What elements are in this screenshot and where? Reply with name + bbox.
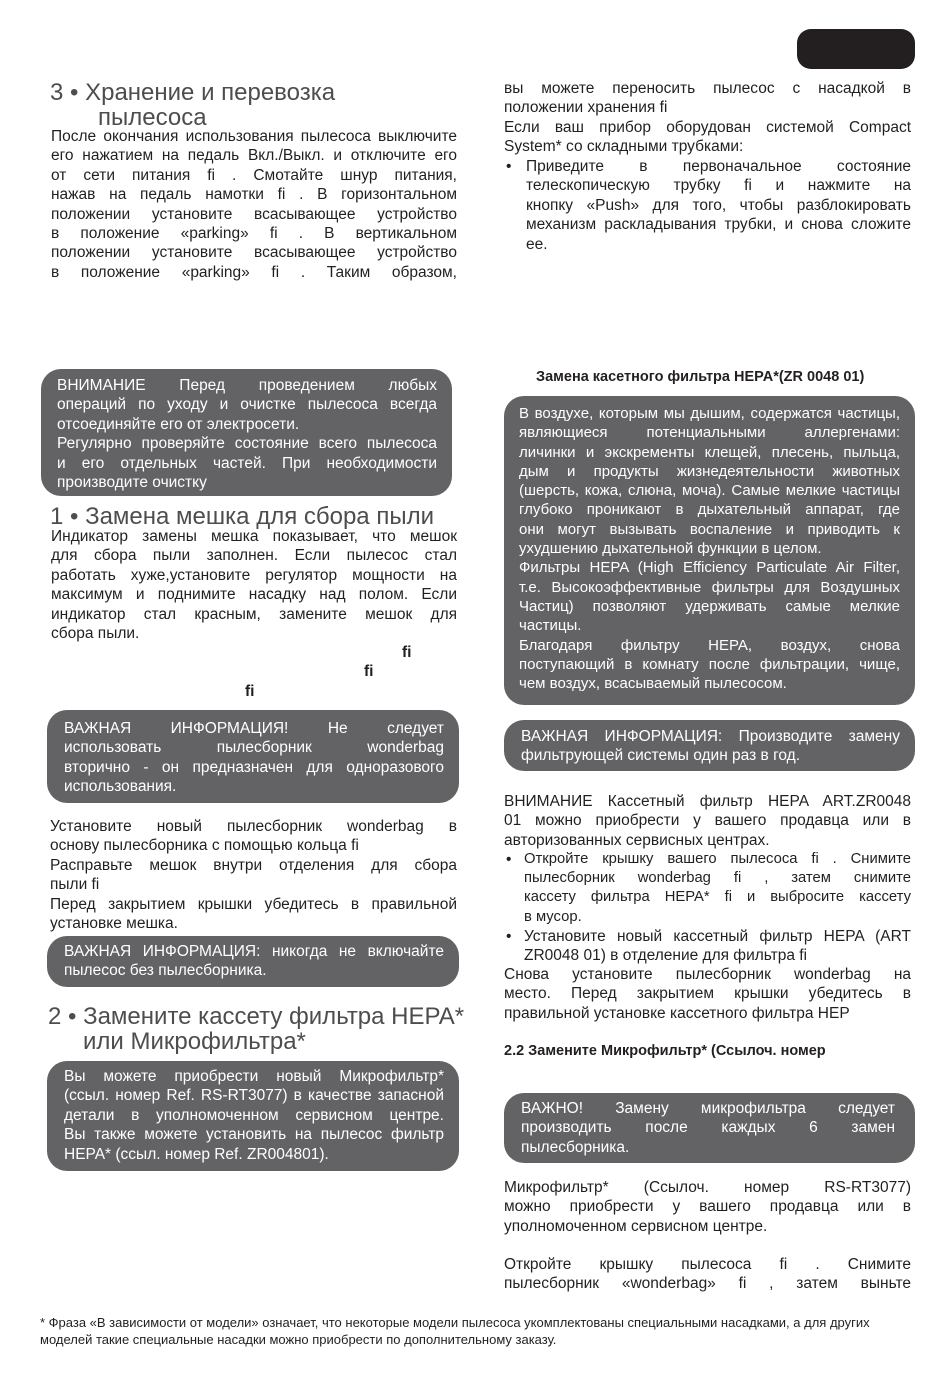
bullet-item [524, 927, 911, 966]
microfilter-text [504, 1178, 911, 1236]
figure-ref: ﬁ [245, 683, 255, 700]
text-line: пылесос без пылесборника. [64, 962, 267, 980]
text-line: Если ваш прибор оборудован системой Compact [504, 118, 911, 136]
text-line: пылесборника. [521, 1138, 630, 1156]
text-line: Снова установите пылесборник wonderbag на [504, 966, 911, 983]
text-line: операций по уходу и очистке пылесоса всегда [57, 396, 437, 414]
bullet-item [524, 850, 911, 927]
text-line: можно приобрести у вашего продавца или в [504, 1198, 911, 1216]
text-line: Микрофильтр* (Ссылоч. номер RS-RT3077) [504, 1179, 911, 1196]
text-line: ухудшению дыхательной функции в целом. [519, 540, 822, 558]
warning-box [41, 369, 452, 496]
text-line: механизм раскладывания трубки, и снова сложите [526, 216, 911, 234]
text-line: частицы. [519, 617, 582, 635]
text-line: уполномоченном сервисном центре. [504, 1217, 768, 1235]
text-line: ее. [526, 235, 548, 253]
text-line: использования. [64, 778, 177, 796]
hepa-info-box [504, 396, 915, 705]
text-line: индикатор стал красным, замените мешок для [51, 605, 457, 623]
text-line: Установите новый пылесборник wonderbag в [50, 818, 457, 835]
text-line: HEPA* (ссыл. номер Ref. ZR004801). [64, 1145, 329, 1163]
microfilter-heading: 2.2 Замените Микрофильтр* (Ссылоч. номер [504, 1043, 826, 1059]
text-line: в положение «parking» ﬁ . Таким образом, [51, 263, 457, 281]
text-line: положении установите всасывающее устройство [51, 205, 457, 223]
text-line: ZR0048 01) в отделение для фильтра ﬁ [524, 947, 808, 965]
text-line: ВАЖНАЯ ИНФОРМАЦИЯ: Производите замену [521, 728, 900, 745]
text-line: пылесборник wonderbag ﬁ , затем снимите [524, 870, 911, 887]
text-line: Фильтры HEPA (High Efficiency Particulate Air Filter, [519, 559, 900, 577]
text-line: Перед закрытием крышки убедитесь в правильной [50, 895, 457, 913]
bullet-marker: • [506, 928, 512, 945]
text-line: телескопическую трубку ﬁ и нажмите на [526, 177, 911, 195]
bullet-item [526, 157, 911, 254]
language-tab [797, 29, 915, 69]
text-line: т.е. Высокоэффективные фильтры для Воздушных [519, 578, 900, 596]
bullet-marker: • [506, 851, 512, 868]
text-line: чем воздух, всасываемый пылесосом. [519, 675, 787, 693]
important-info-box [47, 710, 459, 803]
text-line: пыли ﬁ [50, 876, 100, 894]
text-line: в положение «parking» ﬁ . В вертикальном [51, 225, 457, 243]
text-line: После окончания использования пылесоса выключите [51, 128, 457, 145]
text-line: Вы также можете установить на пылесос фильтр [64, 1126, 444, 1144]
attention-text [504, 792, 911, 850]
text-line: ВНИМАНИЕ Кассетный фильтр HEPA ART.ZR0048 [504, 793, 911, 810]
text-line: являющиеся потенциальными аллергенами: [519, 424, 900, 442]
text-line: место. Перед закрытием крышки убедитесь в [504, 985, 911, 1003]
purchase-info-box [47, 1061, 459, 1171]
hepa-heading: Замена касетного фильтра HEPA*(ZR 0048 01) [536, 369, 865, 385]
bullet-marker: • [506, 158, 512, 175]
text-line: авторизованных сервисных центрах. [504, 831, 770, 849]
text-line: сбора пыли. [51, 625, 140, 643]
text-line: работать хуже,установите регулятор мощности на [51, 566, 457, 584]
text-line: Частиц) позволяют удерживать самые мелкие [519, 597, 900, 615]
compact-system-text [504, 79, 911, 157]
text-line: в мусор. [524, 908, 582, 925]
text-line: вы можете переносить пылесос с насадкой в [504, 80, 911, 97]
text-line: правильной установке кассетного фильтра HEP [504, 1004, 850, 1022]
important-info-box [504, 720, 915, 771]
text-line: Индикатор замены мешка показывает, что мешок [51, 528, 457, 545]
text-line: Благодаря фильтру HEPA, воздух, снова [519, 636, 900, 654]
text-line: положении установите всасывающее устройство [51, 244, 457, 262]
footnote-line: * Фраза «В зависимости от модели» означает, что некоторые модели пылесоса укомплектованы специальными насадками, а для других [40, 1315, 870, 1330]
text-line: System* со складными трубками: [504, 138, 744, 156]
text-line: Вы можете приобрести новый Микрофильтр* [64, 1068, 444, 1085]
section-1-body [51, 527, 457, 643]
text-line: основу пылесборника с помощью кольца ﬁ [50, 837, 359, 855]
text-line: личинки и экскременты клещей, плесень, пыльца, [519, 443, 900, 461]
section-3-body [51, 127, 457, 282]
text-line: положении хранения ﬁ [504, 99, 668, 117]
text-line: максимум и поднимите насадку над полом. Если [51, 586, 457, 604]
text-line: Установите новый кассетный фильтр HEPA (ART [524, 928, 911, 945]
reinstall-text [504, 965, 911, 1023]
footnote-line: моделей такие специальные насадки можно приобрести по дополнительному заказу. [40, 1332, 557, 1347]
important-info-box [504, 1093, 915, 1163]
text-line: ВНИМАНИЕ Перед проведением любых [57, 377, 437, 394]
text-line: они могут вызывать воспаление и приводить к [519, 520, 900, 538]
text-line: Откройте крышку вашего пылесоса ﬁ . Снимите [524, 851, 911, 867]
section-2-title [48, 1004, 464, 1054]
section-1-title: 1 • Замена мешка для сбора пыли [50, 503, 434, 530]
text-line: поступающий в комнату после фильтрации, чище, [519, 655, 900, 673]
section-3-title [50, 80, 335, 130]
section-2-title-line-2: или Микрофильтра* [83, 1028, 306, 1055]
text-line: производите очистку [57, 474, 207, 492]
text-line: 01 можно приобрести у вашего продавца или в [504, 812, 911, 830]
text-line: ВАЖНАЯ ИНФОРМАЦИЯ! Не следует [64, 720, 444, 737]
text-line: фильтрующей системы один раз в год. [521, 747, 801, 765]
open-lid-text [504, 1255, 911, 1294]
text-line: использовать пылесборник wonderbag [64, 739, 444, 757]
text-line: ВАЖНАЯ ИНФОРМАЦИЯ: никогда не включайте [64, 943, 444, 960]
text-line: вторично - он предназначен для одноразового [64, 758, 444, 776]
text-line: кассету фильтра HEPA* ﬁ и выбросите кассету [524, 889, 911, 906]
text-line: Расправьте мешок внутри отделения для сбора [50, 856, 457, 874]
text-line: (ссыл. номер Ref. RS-RT3077) в качестве запасной [64, 1087, 444, 1105]
text-line: установке мешка. [50, 915, 178, 933]
text-line: Регулярно проверяйте состояние всего пылесоса [57, 435, 437, 453]
section-3-title-line-2: пылесоса [98, 104, 207, 131]
text-line: детали в уполномоченном сервисном центре. [64, 1106, 444, 1124]
text-line: Откройте крышку пылесоса ﬁ . Снимите [504, 1256, 911, 1273]
text-line: пылесборник «wonderbag» ﬁ , затем выньте [504, 1275, 911, 1293]
text-line: и его отдельных частей. При необходимости [57, 454, 437, 472]
text-line: его нажатием на педаль Вкл./Выкл. и отключите его [51, 147, 457, 165]
text-line: В воздухе, которым мы дышим, содержатся частицы, [519, 405, 900, 422]
section-3-title-line-1: 3 • Хранение и перевозка [50, 79, 336, 106]
text-line: Приведите в первоначальное состояние [526, 158, 911, 175]
text-line: отсоединяйте его от электросети. [57, 415, 300, 433]
text-line: кнопку «Push» для того, чтобы разблокировать [526, 196, 911, 214]
text-line: производить после каждых 6 замен [521, 1119, 895, 1137]
important-info-box [47, 936, 459, 987]
figure-ref: ﬁ [364, 663, 374, 680]
text-line: дым и продукты жизнедеятельности животных [519, 462, 900, 480]
figure-ref: ﬁ [402, 644, 412, 661]
install-bag-text [50, 817, 457, 933]
text-line: нажав на педаль намотки ﬁ . В горизонтальном [51, 186, 457, 204]
text-line: глубоко проникают в дыхательный аппарат, где [519, 501, 900, 519]
text-line: (шерсть, кожа, слюна, моча). Самые мелкие частицы [519, 482, 900, 500]
footnote [40, 1314, 910, 1348]
text-line: от сети питания ﬁ . Смотайте шнур питания, [51, 166, 457, 184]
section-2-title-line-1: 2 • Замените кассету фильтра HEPA* [48, 1003, 465, 1030]
text-line: ВАЖНО! Замену микрофильтра следует [521, 1100, 895, 1117]
text-line: для сбора пыли заполнен. Если пылесос стал [51, 547, 457, 565]
